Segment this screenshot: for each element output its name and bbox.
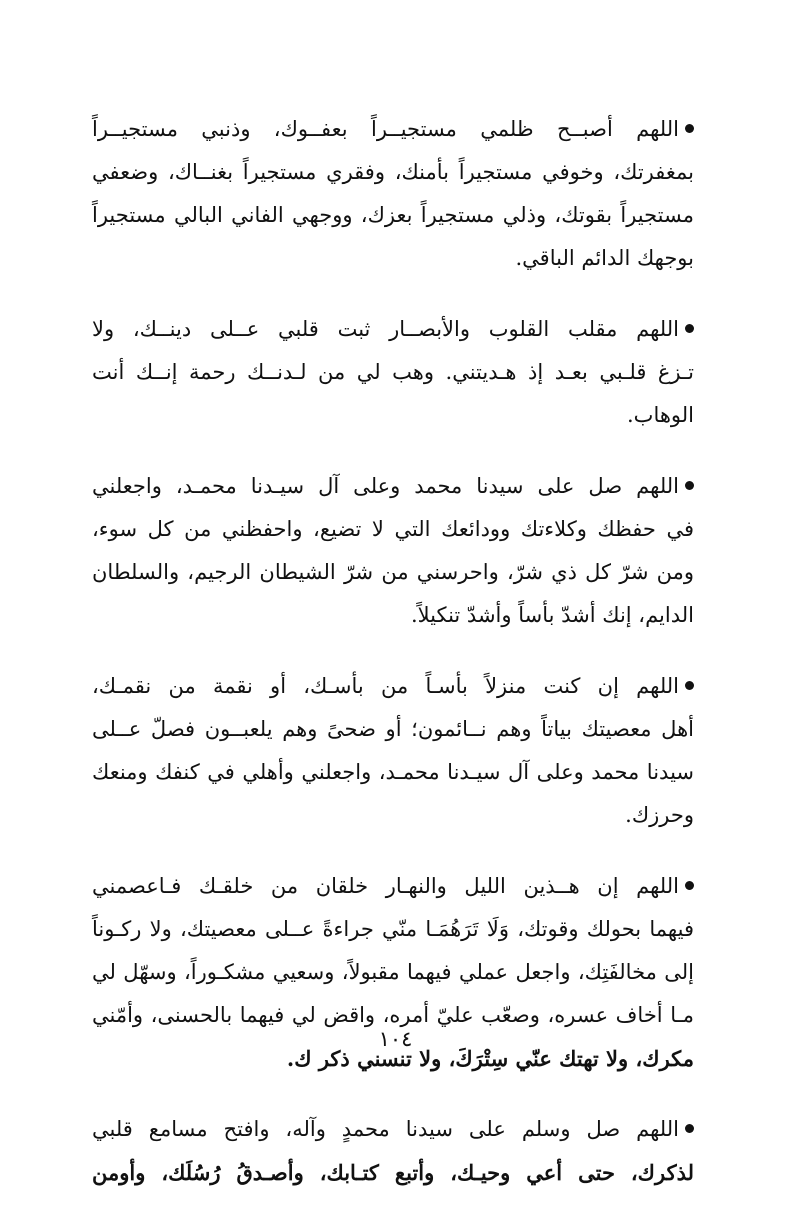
text-line (92, 108, 694, 151)
text-line (92, 865, 694, 908)
text-line: بوجهك الدائم الباقي. (515, 246, 694, 270)
bullet-icon (685, 324, 694, 333)
bullet-icon (685, 881, 694, 890)
text-line: مستجيراً بقوتك، وذلي مستجيراً بعزك، ووجهي الفاني البالي مستجيراً (92, 203, 694, 227)
line-text: اللهم صل على سيدنا محمد وعلى آل سيـدنا محمـد، واجعلني (92, 474, 679, 498)
line-text: اللهم إن هــذين الليل والنهـار خلقان من خلقـك فـاعصمني (92, 874, 679, 898)
page-number: ١٠٤ (378, 1027, 413, 1051)
text-line (92, 308, 694, 351)
supplication-paragraph-3 (92, 465, 694, 637)
line-text: اللهم أصبــح ظلمي مستجيــراً بعفــوك، وذنبي مستجيــراً (92, 117, 679, 141)
text-line (92, 465, 694, 508)
text-line: الدايم، إنك أشدّ بأساً وأشدّ تنكيلاً. (410, 603, 694, 627)
text-line (92, 1108, 694, 1151)
text-column (92, 108, 694, 1222)
bullet-icon (685, 1124, 694, 1133)
line-text: اللهم صل وسلم على سيدنا محمدٍ وآله، وافتح مسامع قلبي (92, 1117, 679, 1141)
supplication-paragraph-6 (92, 1108, 694, 1194)
text-line: سيدنا محمد وعلى آل سيـدنا محمـد، واجعلني وأهلي في كنفك ومنعك (92, 760, 694, 784)
text-line: تـزغ قلـبي بعـد إذ هـديتني. وهب لي من لـدنــك رحمة إنــك أنت (92, 360, 694, 384)
supplication-paragraph-4 (92, 665, 694, 837)
supplication-paragraph-2 (92, 308, 694, 437)
text-line: ومن شرّ كل ذي شرّ، واحرسني من شرّ الشيطان الرجيم، والسلطان (92, 560, 694, 584)
bullet-icon (685, 481, 694, 490)
bullet-icon (685, 124, 694, 133)
text-line: مـا أخاف عسره، وصعّب عليّ أمره، واقض لي فيهما بالحسنى، وأمّني (92, 1003, 694, 1027)
text-line: بمغفرتك، وخوفي مستجيراً بأمنك، وفقري مستجيراً بغنــاك، وضعفي (92, 160, 694, 184)
text-line: لذكرك، حتى أعي وحيـك، وأتبع كتـابك، وأصـدقُ رُسُلَك، وأومن (92, 1160, 694, 1185)
text-line: مكرك، ولا تهتك عنّي سِتْرَكَ، ولا تنسني ذكر ك. (286, 1046, 694, 1071)
line-text: اللهم مقلب القلوب والأبصــار ثبت قلبي عــلى دينــك، ولا (92, 317, 679, 341)
bullet-icon (685, 681, 694, 690)
text-line: أهل معصيتك بياتاً وهم نــائمون؛ أو ضحىً وهم يلعبــون فصلّ عــلى (92, 717, 694, 741)
line-text: اللهم إن كنت منزلاً بأسـاً من بأسـك، أو نقمة من نقمـك، (92, 674, 679, 698)
text-line: فيهما بحولك وقوتك، وَلَا تَرَهُمَـا منّي جراءةً عــلى معصيتك، ولا ركـوناً (92, 917, 694, 941)
text-line: في حفظك وكلاءتك وودائعك التي لا تضيع، واحفظني من كل سوء، (92, 517, 694, 541)
text-line: الوهاب. (627, 403, 694, 427)
text-line (92, 665, 694, 708)
text-line: إلى مخالفَتِك، واجعل عملي فيهما مقبولاً، وسعيي مشكـوراً، وسهّل لي (92, 960, 694, 984)
text-line: وحرزك. (625, 803, 694, 827)
supplication-paragraph-1 (92, 108, 694, 280)
